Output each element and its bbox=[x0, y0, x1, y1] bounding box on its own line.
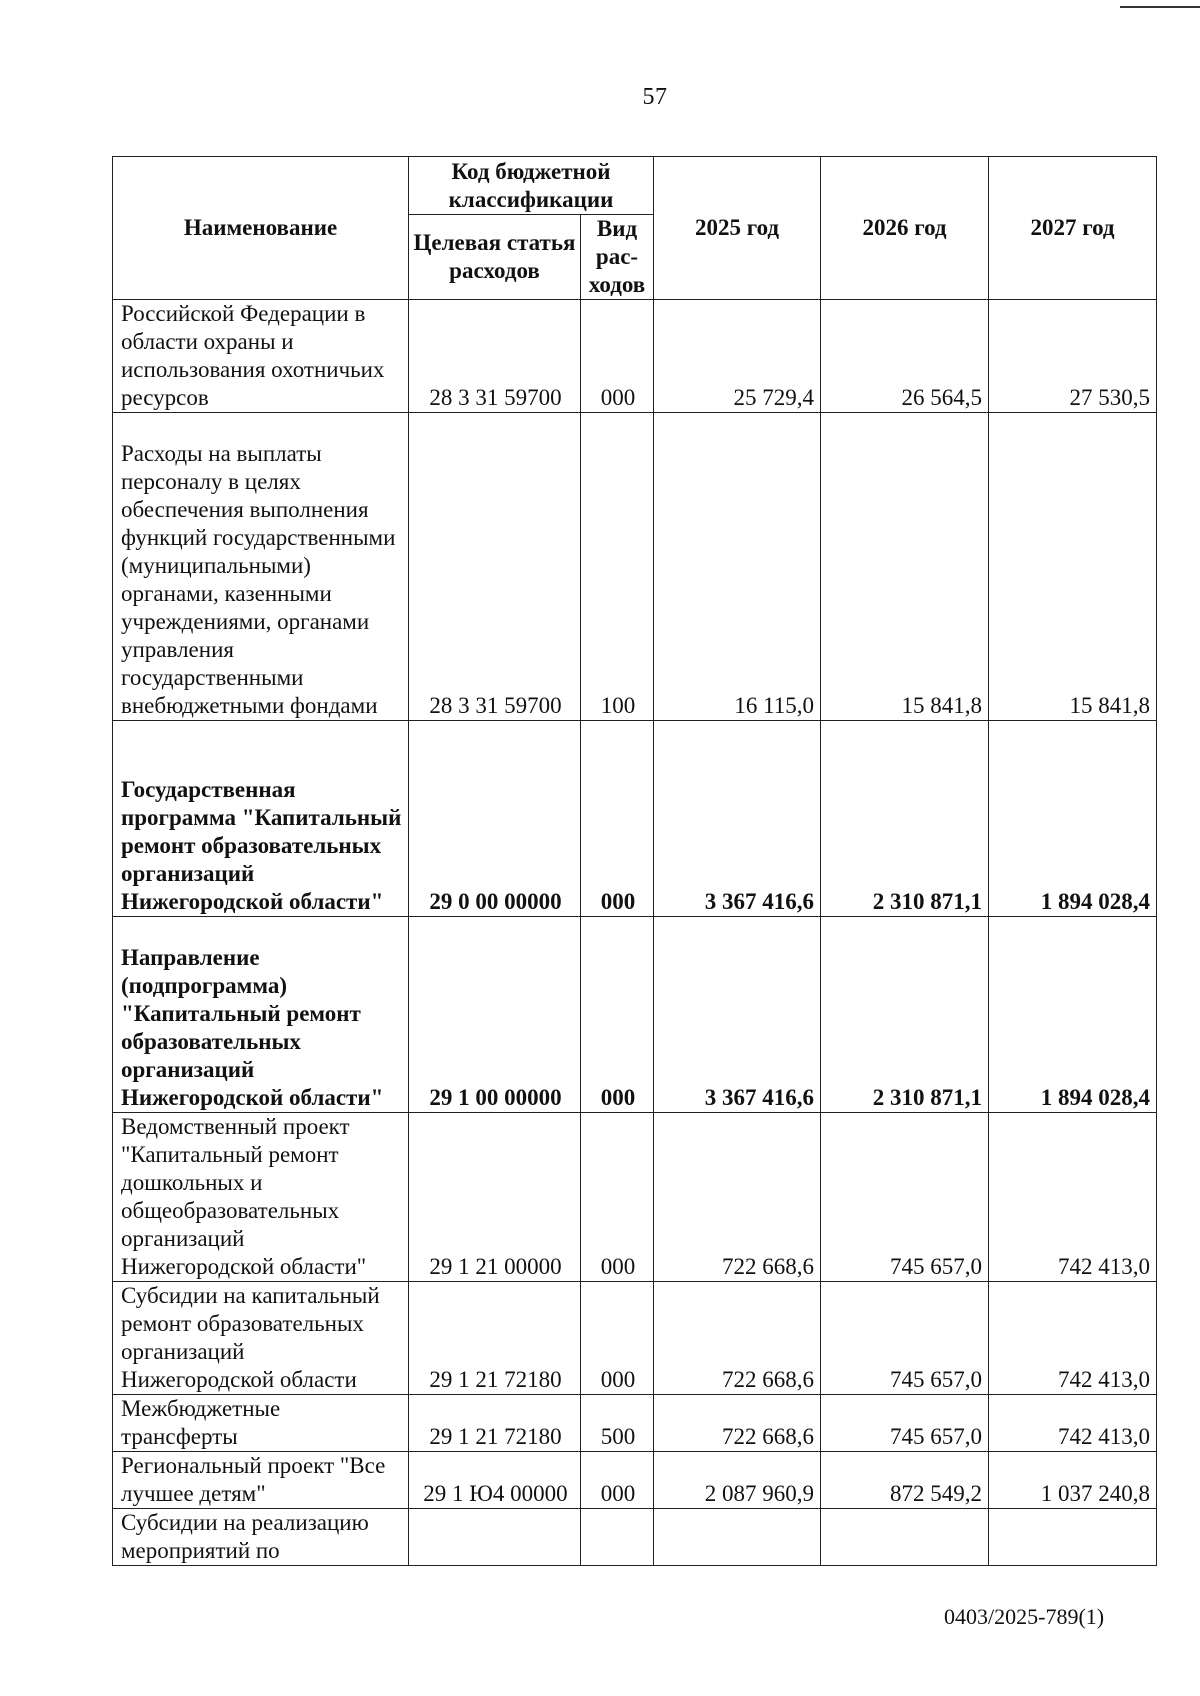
row-kind bbox=[581, 1509, 654, 1566]
row-code: 28 3 31 59700 bbox=[409, 300, 581, 413]
row-kind: 500 bbox=[581, 1395, 654, 1452]
row-code: 29 1 21 72180 bbox=[409, 1395, 581, 1452]
row-2027: 742 413,0 bbox=[989, 1282, 1157, 1395]
row-2025 bbox=[654, 1509, 821, 1566]
row-name: Субсидии на реализацию мероприятий по bbox=[113, 1509, 409, 1566]
row-code: 29 1 Ю4 00000 bbox=[409, 1452, 581, 1509]
row-2027: 742 413,0 bbox=[989, 1113, 1157, 1282]
row-2025: 722 668,6 bbox=[654, 1395, 821, 1452]
header-target-article: Целевая статья расходов bbox=[409, 215, 581, 300]
header-2026: 2026 год bbox=[821, 157, 989, 300]
row-2027: 27 530,5 bbox=[989, 300, 1157, 413]
table-row bbox=[113, 1113, 1157, 1282]
table-row bbox=[113, 1282, 1157, 1395]
row-code bbox=[409, 1509, 581, 1566]
table-row bbox=[113, 1452, 1157, 1509]
row-2027: 15 841,8 bbox=[989, 413, 1157, 721]
row-2026: 2 310 871,1 bbox=[821, 917, 989, 1113]
row-2025: 16 115,0 bbox=[654, 413, 821, 721]
row-kind: 000 bbox=[581, 1452, 654, 1509]
header-code-group: Код бюджетной классификации bbox=[409, 157, 654, 215]
row-name: Межбюджетные трансферты bbox=[113, 1395, 409, 1452]
row-2025: 722 668,6 bbox=[654, 1113, 821, 1282]
row-2026: 745 657,0 bbox=[821, 1113, 989, 1282]
header-2025: 2025 год bbox=[654, 157, 821, 300]
table-row bbox=[113, 300, 1157, 413]
table-row bbox=[113, 1395, 1157, 1452]
row-2025: 722 668,6 bbox=[654, 1282, 821, 1395]
table-row bbox=[113, 1509, 1157, 1566]
row-kind: 000 bbox=[581, 917, 654, 1113]
row-kind: 000 bbox=[581, 1282, 654, 1395]
row-2025: 3 367 416,6 bbox=[654, 917, 821, 1113]
document-code: 0403/2025-789(1) bbox=[944, 1604, 1105, 1629]
table-row bbox=[113, 721, 1157, 917]
row-2026: 872 549,2 bbox=[821, 1452, 989, 1509]
row-code: 29 1 21 72180 bbox=[409, 1282, 581, 1395]
row-2025: 25 729,4 bbox=[654, 300, 821, 413]
row-2027: 1 894 028,4 bbox=[989, 721, 1157, 917]
header-2027: 2027 год bbox=[989, 157, 1157, 300]
row-2026 bbox=[821, 1509, 989, 1566]
table-row bbox=[113, 917, 1157, 1113]
row-2027: 742 413,0 bbox=[989, 1395, 1157, 1452]
row-2026: 745 657,0 bbox=[821, 1395, 989, 1452]
row-code: 29 0 00 00000 bbox=[409, 721, 581, 917]
row-2025: 3 367 416,6 bbox=[654, 721, 821, 917]
row-kind: 000 bbox=[581, 721, 654, 917]
row-code: 29 1 00 00000 bbox=[409, 917, 581, 1113]
row-kind: 000 bbox=[581, 300, 654, 413]
row-name: Российской Федерации в области охраны и использования охотничьих ресурсов bbox=[113, 300, 409, 413]
header-expense-type: Вид рас-ходов bbox=[581, 215, 654, 300]
row-2025: 2 087 960,9 bbox=[654, 1452, 821, 1509]
row-2027: 1 037 240,8 bbox=[989, 1452, 1157, 1509]
budget-table bbox=[112, 156, 1157, 1566]
header-name: Наименование bbox=[113, 157, 409, 300]
row-name: Региональный проект "Все лучшее детям" bbox=[113, 1452, 409, 1509]
row-name: Расходы на выплаты персоналу в целях обеспечения выполнения функций государственными (муниципальными) органами, казенными учреждениями, органами управления государственными внебюджетными фондами bbox=[113, 413, 409, 721]
row-2027 bbox=[989, 1509, 1157, 1566]
row-code: 28 3 31 59700 bbox=[409, 413, 581, 721]
row-kind: 100 bbox=[581, 413, 654, 721]
row-2027: 1 894 028,4 bbox=[989, 917, 1157, 1113]
row-name: Государственная программа "Капитальный ремонт образовательных организаций Нижегородской области" bbox=[113, 721, 409, 917]
row-kind: 000 bbox=[581, 1113, 654, 1282]
page-number: 57 bbox=[642, 84, 668, 110]
table-row bbox=[113, 413, 1157, 721]
row-code: 29 1 21 00000 bbox=[409, 1113, 581, 1282]
row-name: Субсидии на капитальный ремонт образовательных организаций Нижегородской области bbox=[113, 1282, 409, 1395]
row-name: Ведомственный проект "Капитальный ремонт дошкольных и общеобразовательных организаций Нижегородской области" bbox=[113, 1113, 409, 1282]
row-2026: 15 841,8 bbox=[821, 413, 989, 721]
row-2026: 745 657,0 bbox=[821, 1282, 989, 1395]
row-2026: 26 564,5 bbox=[821, 300, 989, 413]
row-name: Направление (подпрограмма) "Капитальный ремонт образовательных организаций Нижегородской области" bbox=[113, 917, 409, 1113]
row-2026: 2 310 871,1 bbox=[821, 721, 989, 917]
corner-mark bbox=[1120, 6, 1200, 8]
